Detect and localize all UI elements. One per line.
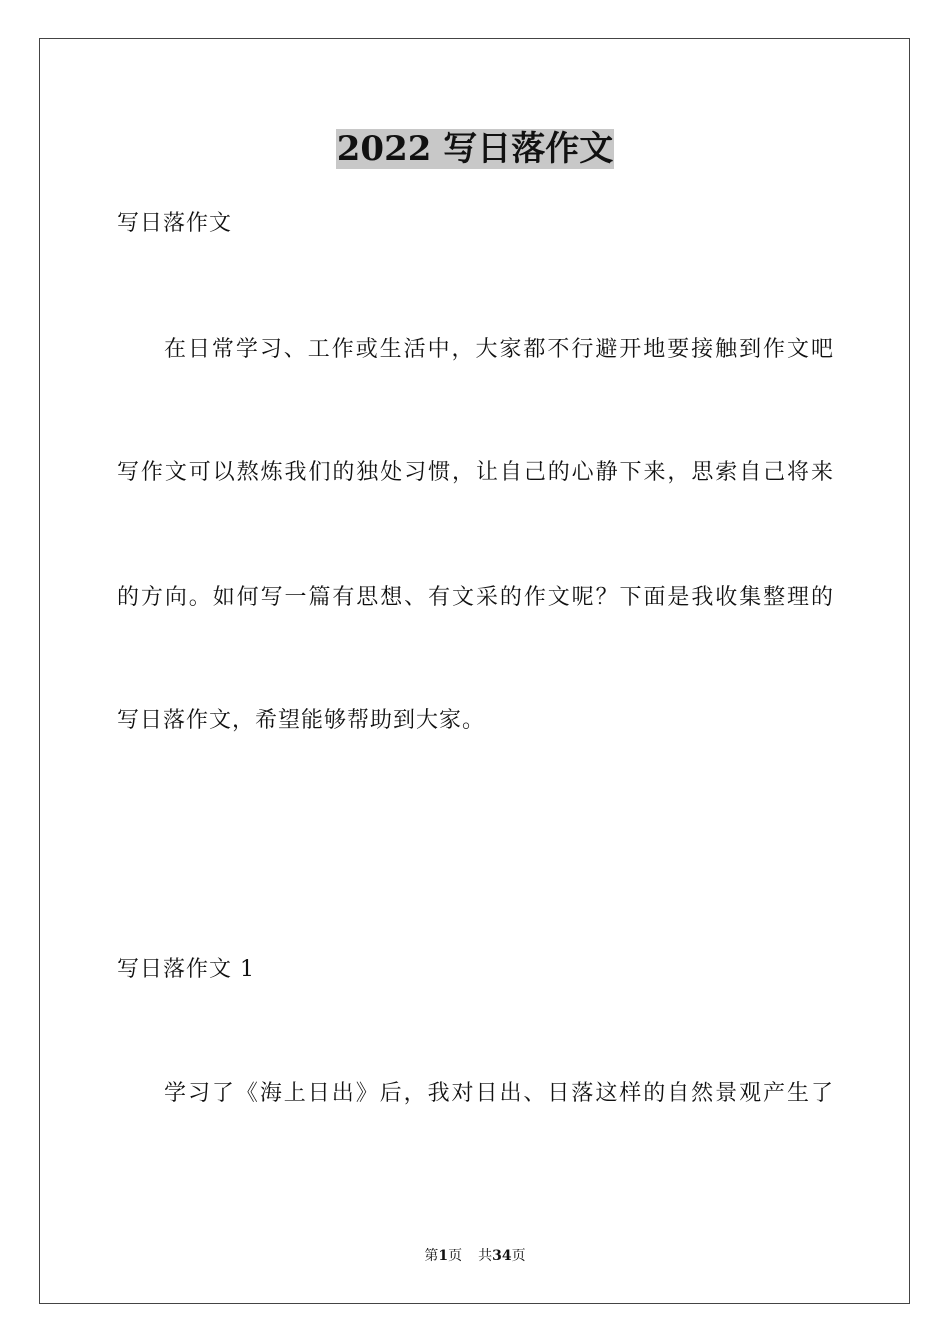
page-footer <box>0 1246 950 1266</box>
footer-page-suffix: 页 <box>448 1248 463 1264</box>
subtitle: 写日落作文 <box>117 211 233 236</box>
footer-total-prefix: 共 <box>478 1248 493 1264</box>
footer-total-suffix: 页 <box>511 1248 526 1264</box>
section-1-heading: 写日落作文 1 <box>117 957 255 982</box>
section-1-line-1: 学习了《海上日出》后，我对日出、日落这样的自然景观产生了 <box>164 1081 833 1106</box>
intro-line-2: 写作文可以熬炼我们的独处习惯，让自己的心静下来，思索自己将来 <box>117 460 833 485</box>
document-title <box>0 128 950 170</box>
footer-total-pages: 34 <box>492 1248 512 1264</box>
intro-line-1: 在日常学习、工作或生活中，大家都不行避开地要接触到作文吧 <box>164 337 833 362</box>
intro-line-3: 的方向。如何写一篇有思想、有文采的作文呢？下面是我收集整理的 <box>117 585 833 610</box>
footer-page-prefix: 第 <box>424 1248 439 1264</box>
intro-line-4: 写日落作文，希望能够帮助到大家。 <box>117 708 486 733</box>
footer-page-number: 1 <box>438 1248 449 1264</box>
document-title-text: 2022 写日落作文 <box>336 129 614 169</box>
